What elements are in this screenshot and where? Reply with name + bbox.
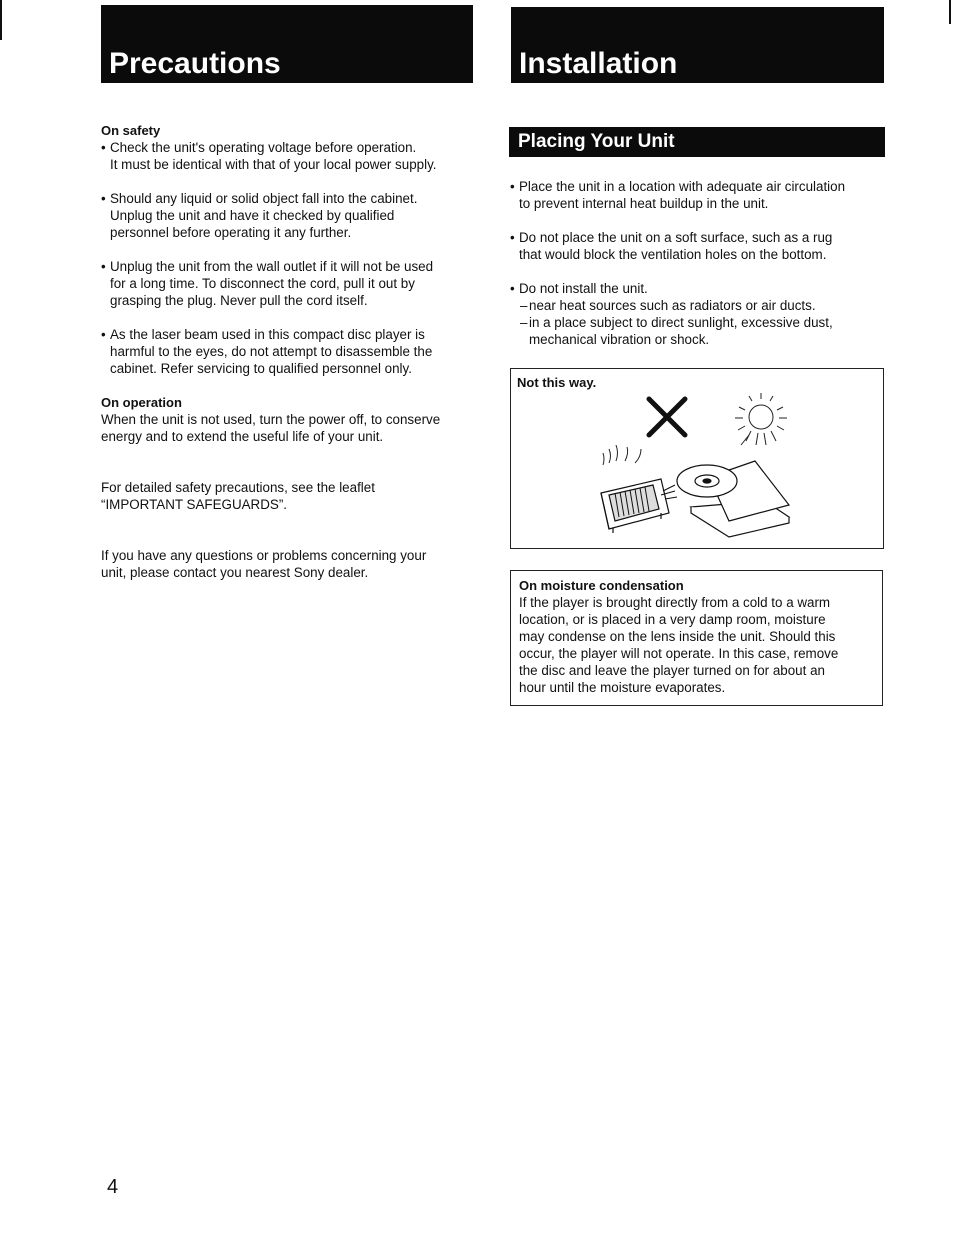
do-not-install-line: • Do not install the unit.	[519, 281, 648, 296]
safety-item-1-line-1: • Check the unit's operating voltage before operation.	[110, 140, 417, 155]
installation-title: Installation	[519, 47, 678, 80]
x-mark-icon	[649, 399, 685, 435]
placing-item-2	[510, 229, 885, 263]
safety-item-1	[101, 139, 481, 173]
moisture-line-4: occur, the player will not operate. In this case, remove	[519, 646, 839, 661]
page-number: 4	[107, 1176, 119, 1198]
safeguards-note-line-2: “IMPORTANT SAFEGUARDS”.	[101, 497, 287, 512]
placing-subitem-1	[510, 297, 885, 314]
heater-icon	[601, 479, 669, 533]
placing-your-unit-title: Placing Your Unit	[518, 131, 675, 152]
safety-item-4-line-1: • As the laser beam used in this compact disc player is	[110, 327, 425, 342]
precautions-banner	[101, 5, 473, 83]
safety-item-3-line-1: • Unplug the unit from the wall outlet if it will not be used	[110, 259, 434, 274]
placing-item-1-line-2: to prevent internal heat buildup in the unit.	[519, 196, 769, 211]
safety-item-4	[101, 326, 481, 377]
placing-subitem-2	[510, 314, 885, 348]
placing-item-1	[510, 178, 885, 212]
on-safety-heading: On safety	[101, 123, 161, 138]
moisture-line-6: hour until the moisture evaporates.	[519, 680, 726, 695]
placement-illustration	[591, 385, 811, 545]
right-margin-mark	[949, 0, 951, 24]
safety-item-3	[101, 258, 481, 309]
moisture-condensation-box	[510, 570, 883, 706]
sun-icon	[735, 393, 787, 445]
precautions-column	[101, 122, 481, 581]
safety-item-1-line-2: It must be identical with that of your local power supply.	[110, 157, 437, 172]
safeguards-note	[101, 479, 481, 513]
contact-note-line-2: unit, please contact you nearest Sony dealer.	[101, 565, 369, 580]
safety-item-2-line-2: Unplug the unit and have it checked by qualified	[110, 208, 395, 223]
precautions-title: Precautions	[109, 47, 281, 80]
moisture-line-3: may condense on the lens inside the unit. Should this	[519, 629, 836, 644]
contact-note	[101, 547, 481, 581]
placing-your-unit-heading	[509, 127, 885, 157]
moisture-line-1: If the player is brought directly from a cold to a warm	[519, 595, 831, 610]
left-margin-mark	[0, 0, 2, 40]
placing-item-3	[510, 280, 885, 297]
moisture-heading: On moisture condensation	[519, 578, 684, 593]
on-operation-heading: On operation	[101, 395, 182, 410]
cd-player-icon	[661, 461, 789, 537]
safeguards-note-line-1: For detailed safety precautions, see the leaflet	[101, 480, 375, 495]
moisture-line-5: the disc and leave the player turned on for about an	[519, 663, 825, 678]
safety-item-3-line-3: grasping the plug. Never pull the cord itself.	[110, 293, 368, 308]
heat-waves-icon	[603, 445, 641, 465]
placing-item-2-line-2: that would block the ventilation holes on the bottom.	[519, 247, 827, 262]
safety-item-2-line-3: personnel before operating it any further.	[110, 225, 352, 240]
moisture-line-2: location, or is placed in a very damp room, moisture	[519, 612, 826, 627]
not-this-way-label: Not this way.	[517, 375, 597, 390]
placing-item-2-line-1: • Do not place the unit on a soft surface, such as a rug	[519, 230, 833, 245]
safety-item-4-line-3: cabinet. Refer servicing to qualified personnel only.	[110, 361, 412, 376]
safety-item-2	[101, 190, 481, 241]
placing-subitem-2-line-1: – in a place subject to direct sunlight, excessive dust,	[529, 315, 833, 330]
safety-item-2-line-1: • Should any liquid or solid object fall into the cabinet.	[110, 191, 418, 206]
on-operation-line-2: energy and to extend the useful life of your unit.	[101, 429, 384, 444]
placing-subitem-1-line-1: – near heat sources such as radiators or air ducts.	[529, 298, 816, 313]
not-this-way-box	[510, 368, 884, 549]
installation-column	[509, 127, 885, 348]
safety-item-4-line-2: harmful to the eyes, do not attempt to disassemble the	[110, 344, 433, 359]
on-operation-line-1: When the unit is not used, turn the power off, to conserve	[101, 412, 441, 427]
placing-subitem-2-line-2: mechanical vibration or shock.	[529, 332, 710, 347]
safety-item-3-line-2: for a long time. To disconnect the cord, pull it out by	[110, 276, 415, 291]
placing-item-1-line-1: • Place the unit in a location with adequate air circulation	[519, 179, 846, 194]
installation-banner	[511, 7, 884, 83]
contact-note-line-1: If you have any questions or problems concerning your	[101, 548, 427, 563]
